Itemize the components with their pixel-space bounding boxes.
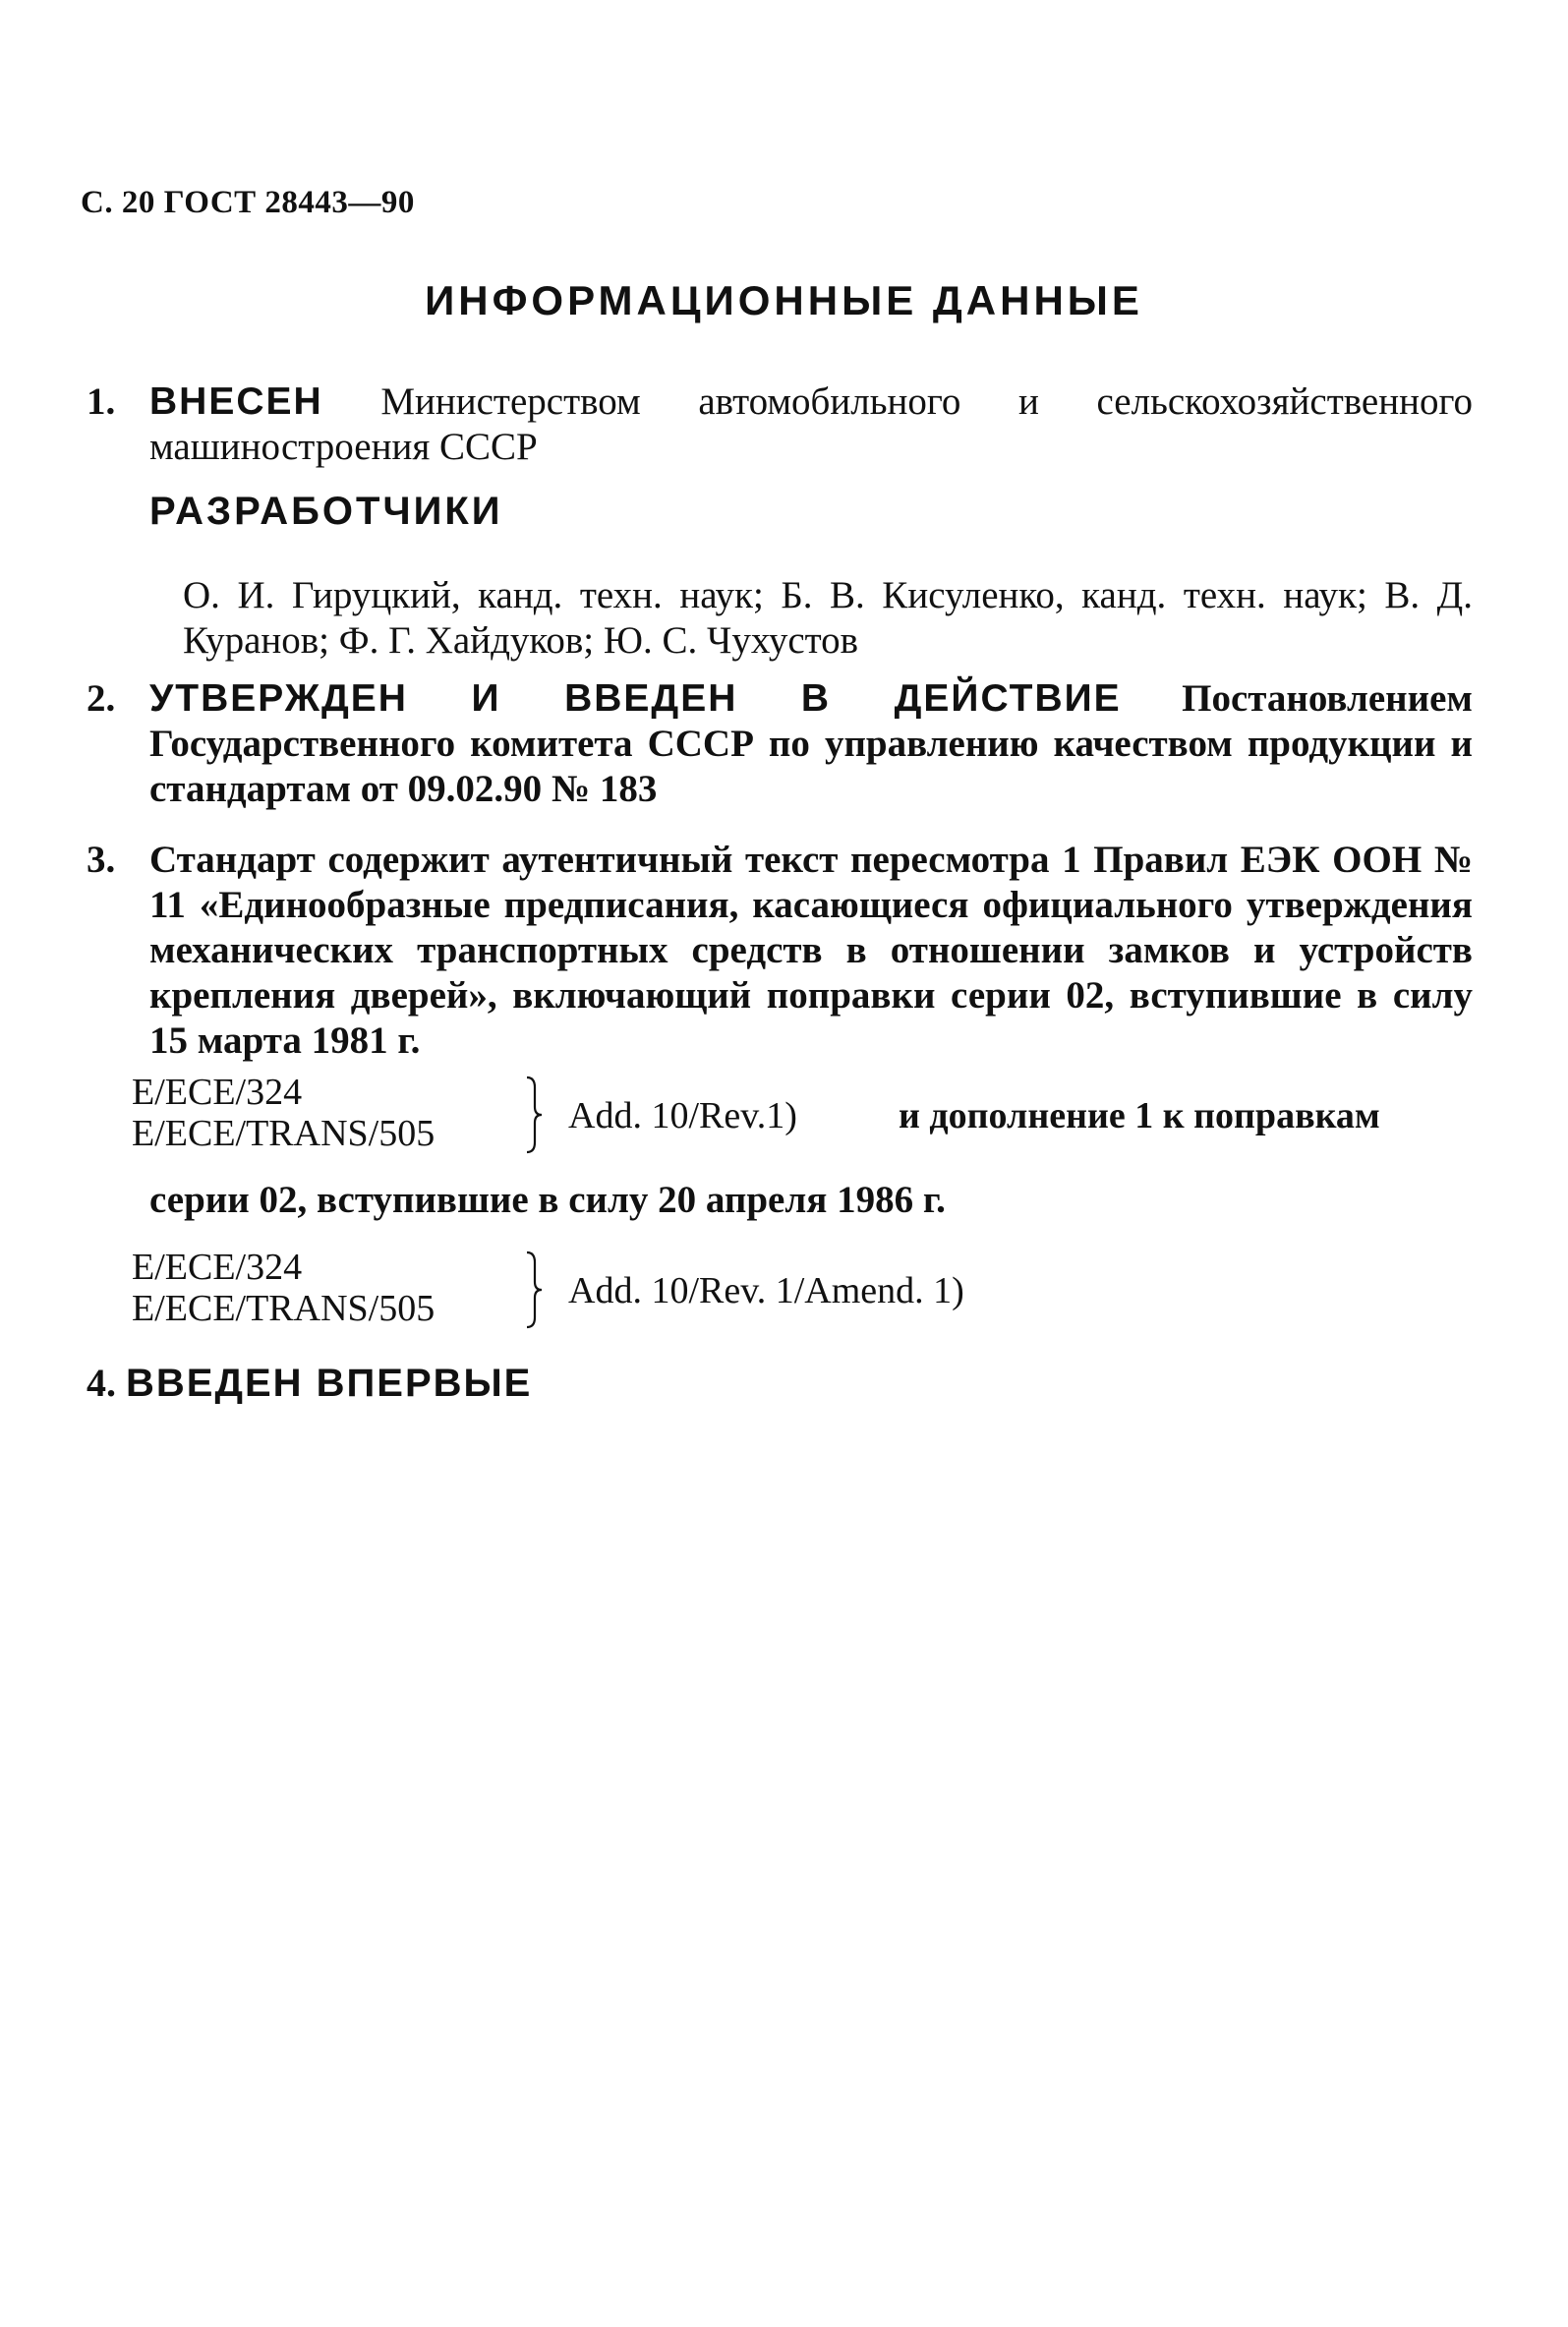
item-text: Министерством автомобильного и сельскохозяйственного машиностроения СССР bbox=[149, 380, 1474, 468]
item-lead: УТВЕРЖДЕН И ВВЕДЕН В ДЕЙСТВИЕ bbox=[149, 677, 1122, 720]
item-body bbox=[149, 838, 1473, 1064]
reference-block-1 bbox=[132, 1072, 1479, 1160]
right-brace-icon bbox=[525, 1251, 543, 1329]
reference-block-2 bbox=[132, 1247, 1115, 1335]
item-lead: ВНЕСЕН bbox=[149, 380, 323, 423]
developers-heading: РАЗРАБОТЧИКИ bbox=[149, 490, 503, 533]
code-line: E/ECE/TRANS/505 bbox=[132, 1288, 436, 1329]
item-text: Постановлением Государственного комитета СССР по управлению качеством продукции и стандартам от 09.02.90 № 183 bbox=[149, 677, 1473, 810]
code-line: E/ECE/324 bbox=[132, 1072, 303, 1113]
item-number: 2. bbox=[87, 677, 116, 720]
addendum-ref: Add. 10/Rev. 1/Amend. 1) bbox=[568, 1270, 964, 1311]
page-header: С. 20 ГОСТ 28443—90 bbox=[81, 185, 415, 220]
item-number: 1. bbox=[87, 380, 116, 423]
item-number: 4. bbox=[87, 1361, 116, 1405]
item-lead: ВВЕДЕН ВПЕРВЫЕ bbox=[126, 1362, 533, 1405]
document-codes bbox=[132, 1247, 435, 1329]
addendum-ref: Add. 10/Rev.1) bbox=[568, 1095, 797, 1136]
code-line: E/ECE/324 bbox=[132, 1247, 303, 1288]
code-line: E/ECE/TRANS/505 bbox=[132, 1113, 436, 1154]
addendum-tail: и дополнение 1 к поправкам bbox=[899, 1095, 1380, 1136]
item-body bbox=[149, 676, 1473, 812]
item-body bbox=[149, 379, 1473, 470]
section-title: ИНФОРМАЦИОННЫЕ ДАННЫЕ bbox=[425, 277, 1143, 323]
item-number: 3. bbox=[87, 839, 116, 881]
developers-names: О. И. Гируцкий, канд. техн. наук; Б. В. Кисуленко, канд. техн. наук; В. Д. Куранов; Ф. Г. Хайдуков; Ю. С. Чухустов bbox=[183, 574, 1473, 662]
right-brace-icon bbox=[525, 1076, 543, 1154]
document-codes bbox=[132, 1072, 435, 1154]
info-item-4 bbox=[87, 1360, 532, 1406]
continuation-text: серии 02, вступившие в силу 20 апреля 1986 г. bbox=[149, 1179, 946, 1221]
item-text: Стандарт содержит аутентичный текст пересмотра 1 Правил ЕЭК ООН № 11 «Единообразные предписания, касающиеся официального утверждения механических транспортных средств в отношении замков и устройств крепления дверей», включающий поправки серии 02, вступившие в силу 15 марта 1981 г. bbox=[149, 839, 1473, 1062]
